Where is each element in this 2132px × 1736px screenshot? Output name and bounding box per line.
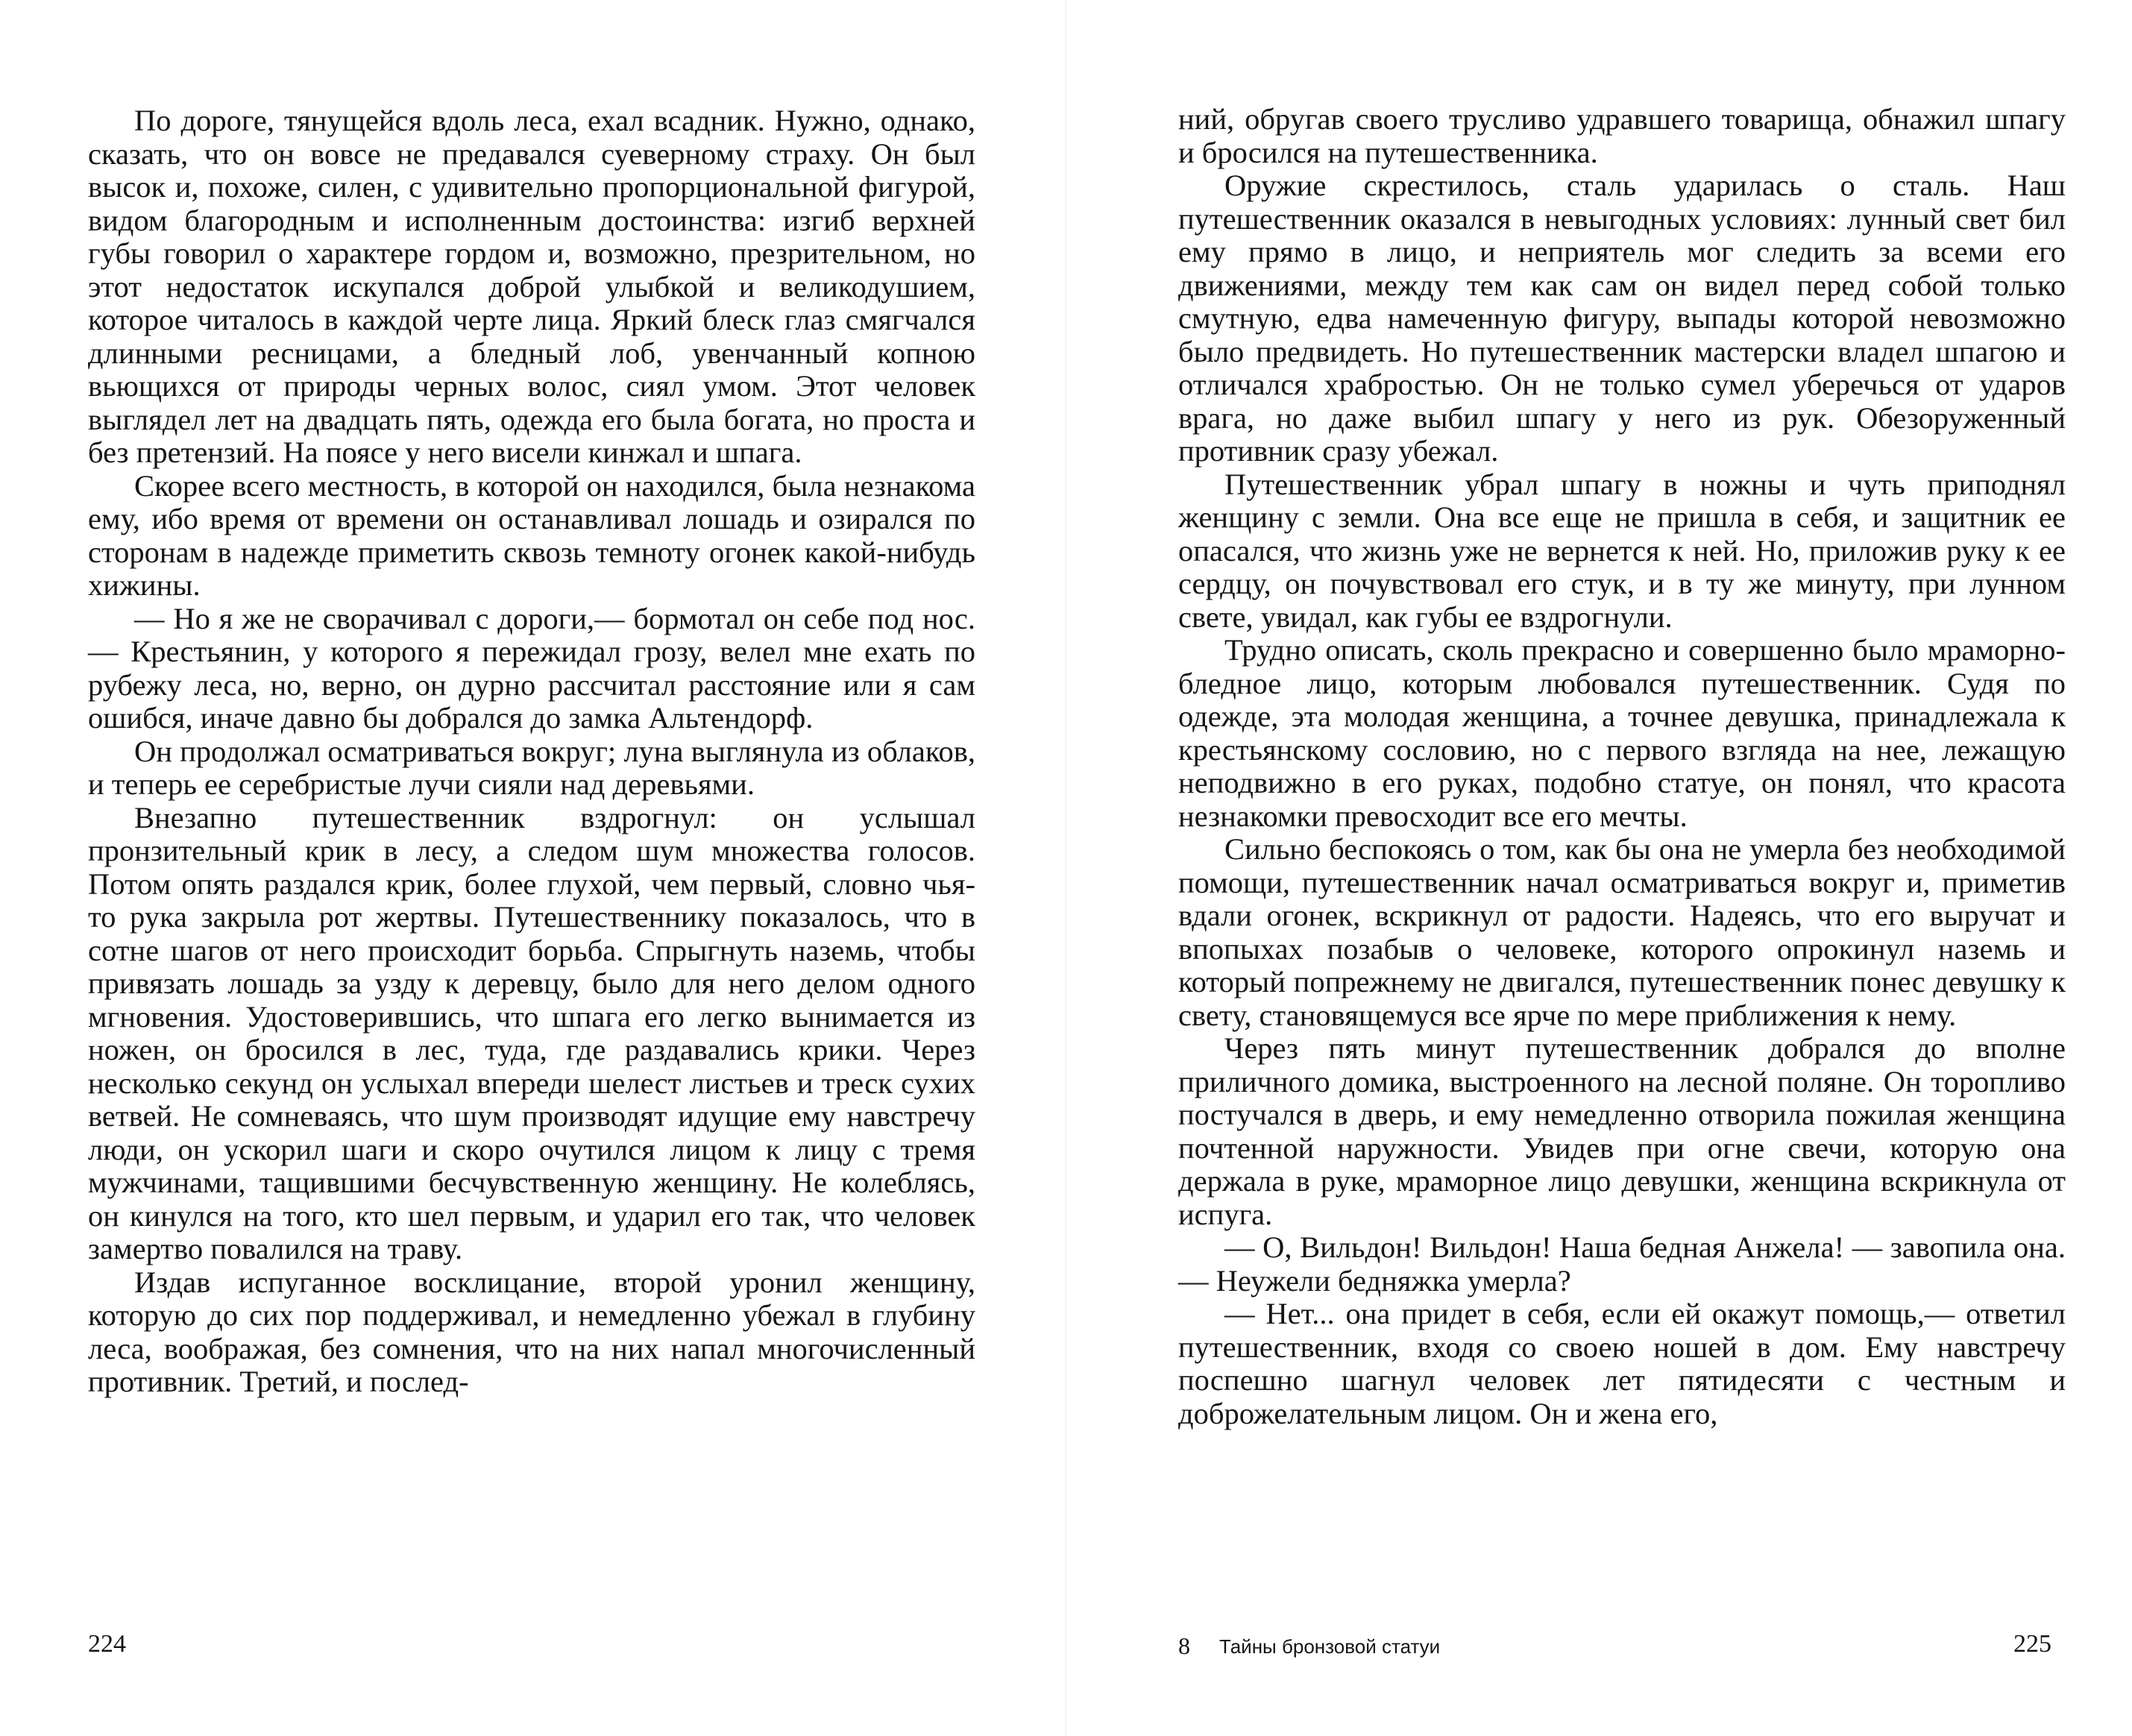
right-page: [1066, 0, 2132, 1736]
paragraph: Путешественник убрал шпагу в ножны и чуть приподнял женщину с земли. Она все еще не пришла в себя, и защитник ее опасался, что жизнь уже не вернется к ней. Но, приложив руку к ее сердцу, он почувствовал его стук, и в ту же минуту, при лунном свете, увидал, как губы ее вздрогнули.: [1178, 467, 2066, 634]
paragraph: Сильно беспокоясь о том, как бы она не умерла без необходимой помощи, путешественник начал осматриваться вокруг и, приметив вдали огонек, вскрикнул от радости. Надеясь, что его выручат и впопыхах позабыв о человеке, которого опрокинул наземь и который попрежнему не двигался, путешественник понес девушку к свету, становящемуся все ярче по мере приближения к нему.: [1178, 832, 2066, 1032]
running-footer: Тайны бронзовой статуи: [1219, 1635, 1441, 1658]
paragraph: — Но я же не сворачивал с дороги,— бормотал он себе под нос.— Крестьянин, у которого я пережидал грозу, велел мне ехать по рубежу леса, но, верно, он дурно рассчитал расстояние или я сам ошибся, иначе давно бы добрался до замка Альтендорф.: [88, 601, 975, 735]
left-page-text: [88, 104, 975, 1399]
paragraph: Скорее всего местность, в которой он находился, была незнакома ему, ибо время от времени он останавливал лошадь и озирался по сторонам в надежде приметить сквозь темноту огонек какой-нибудь хижины.: [88, 468, 975, 602]
right-page-text: [1178, 103, 2066, 1430]
paragraph: Трудно описать, сколь прекрасно и совершенно было мраморно-бледное лицо, которым любовался путешественник. Судя по одежде, эта молодая женщина, а точнее девушка, принадлежала к крестьянскому сословию, но с первого взгляда на нее, лежащую неподвижно в его руках, подобно статуе, он понял, что красота незнакомки превосходит все его мечты.: [1178, 633, 2066, 833]
paragraph: Внезапно путешественник вздрогнул: он услышал пронзительный крик в лесу, а следом шум множества голосов. Потом опять раздался крик, более глухой, чем первый, словно чья-то рука закрыла рот жертвы. Путешественнику показалось, что в сотне шагов от него происходит борьба. Спрыгнуть наземь, чтобы привязать лошадь за узду к деревцу, было для него делом одного мгновения. Удостоверившись, что шпага его легко вынимается из ножен, он бросился в лес, туда, где раздавались крики. Через несколько секунд он услыхал впереди шелест листьев и треск сухих ветвей. Не сомневаясь, что шум производят идущие ему навстречу люди, он ускорил шаги и скоро очутился лицом к лицу с тремя мужчинами, тащившими бесчувственную женщину. Не колеблясь, он кинулся на того, кто шел первым, и ударил его так, что человек замертво повалился на траву.: [88, 800, 975, 1265]
page-number-left: 224: [88, 1630, 126, 1658]
paragraph: Издав испуганное восклицание, второй уронил женщину, которую до сих пор поддерживал, и немедленно убежал в глубину леса, воображая, без сомнения, что на них напал многочисленный противник. Третий, и послед-: [88, 1265, 975, 1398]
paragraph: По дороге, тянущейся вдоль леса, ехал всадник. Нужно, однако, сказать, что он вовсе не предавался суеверному страху. Он был высок и, похоже, силен, с удивительно пропорциональной фигурой, видом благородным и исполненным достоинства: изгиб верхней губы говорил о характере гордом и, возможно, презрительном, но этот недостаток искупался доброй улыбкой и великодушием, которое читалось в каждой черте лица. Яркий блеск глаз смягчался длинными ресницами, а бледный лоб, увенчанный копною вьющихся от природы черных волос, сиял умом. Этот человек выглядел лет на двадцать пять, одежда его была богата, но проста и без претензий. На поясе у него висели кинжал и шпага.: [88, 104, 975, 469]
paragraph: — О, Вильдон! Вильдон! Наша бедная Анжела! — завопила она.— Неужели бедняжка умерла?: [1178, 1230, 2066, 1298]
paragraph: Через пять минут путешественник добрался до вполне приличного домика, выстроенного на лесной поляне. Он торопливо постучался в дверь, и ему немедленно отворила пожилая женщина почтенной наружности. Увидев при огне свечи, которую она держала в руке, мраморное лицо девушки, женщина вскрикнула от испуга.: [1178, 1031, 2066, 1231]
signature-mark: 8: [1178, 1632, 1190, 1659]
paragraph: Оружие скрестилось, сталь ударилась о сталь. Наш путешественник оказался в невыгодных условиях: лунный свет бил ему прямо в лицо, и неприятель мог следить за всеми его движениями, между тем как сам он видел перед собой только смутную, едва намеченную фигуру, выпады которой невозможно было предвидеть. Но путешественник мастерски владел шпагою и отличался храбростью. Он не только сумел уберечься от ударов врага, но даже выбил шпагу у него из рук. Обезоруженный противник сразу убежал.: [1178, 169, 2066, 468]
paragraph: Он продолжал осматриваться вокруг; луна выглянула из облаков, и теперь ее серебристые лучи сияли над деревьями.: [88, 734, 975, 801]
paragraph: — Нет... она придет в себя, если ей окажут помощь,— ответил путешественник, входя со своею ношей в дом. Ему навстречу поспешно шагнул человек лет пятидесяти с честным и доброжелательным лицом. Он и жена его,: [1178, 1297, 2066, 1430]
page-number-right: 225: [2013, 1630, 2051, 1658]
paragraph: ний, обругав своего трусливо удравшего товарища, обнажил шпагу и бросился на путешественника.: [1178, 102, 2066, 169]
